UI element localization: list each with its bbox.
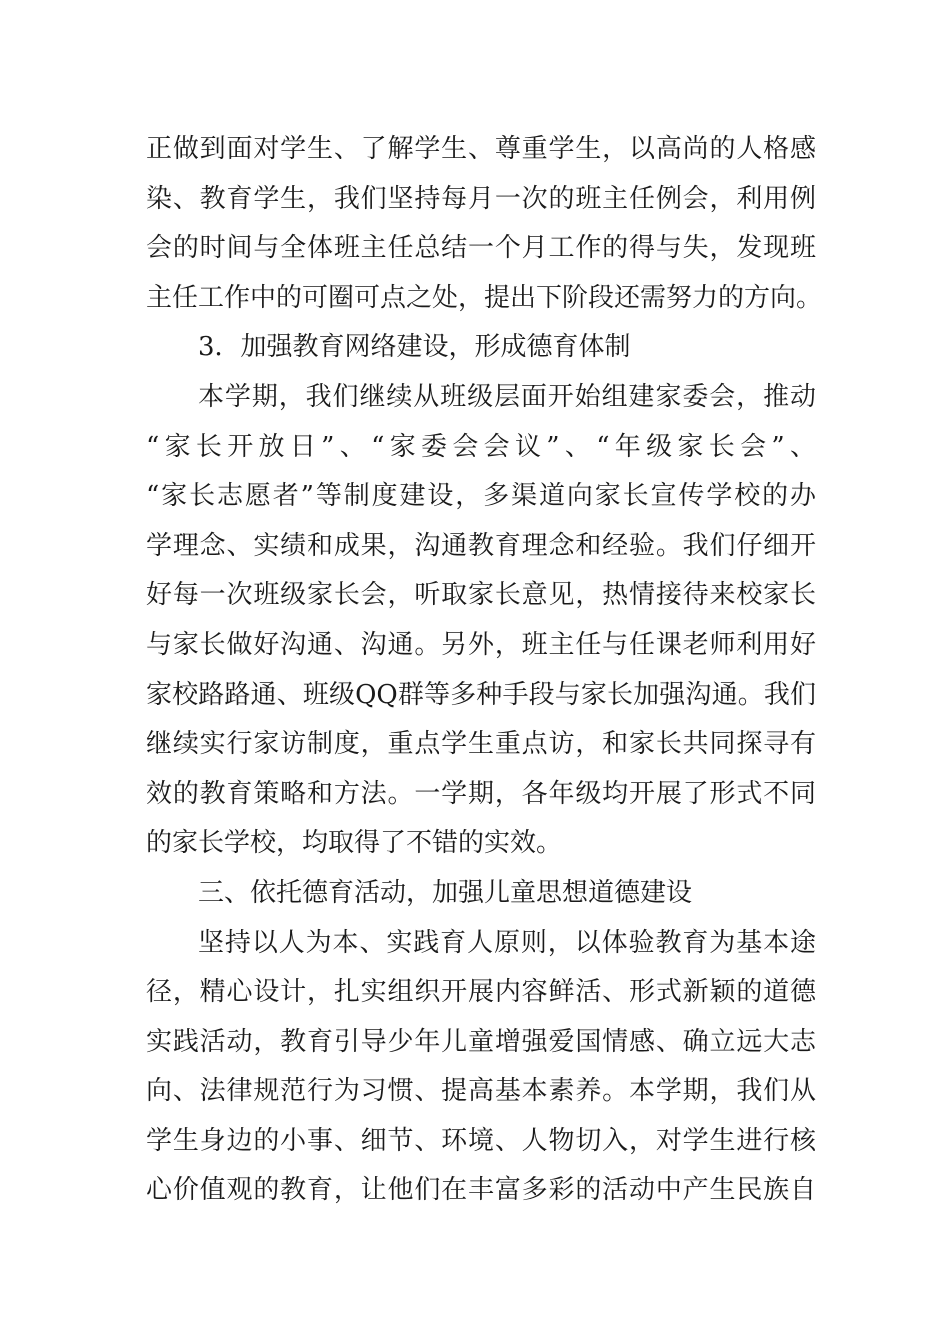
paragraph-line: 心价值观的教育，让他们在丰富多彩的活动中产生民族自 (146, 1175, 816, 1206)
paragraph-line: 主任工作中的可圈可点之处，提出下阶段还需努力的方向。 (146, 282, 823, 313)
paragraph-line: 正做到面对学生、了解学生、尊重学生，以高尚的人格感 (146, 134, 816, 164)
paragraph-line: 的家长学校，均取得了不错的实效。 (146, 828, 563, 859)
paragraph-line: 径，精心设计，扎实组织开展内容鲜活、形式新颖的道德 (146, 977, 816, 1008)
paragraph-line: 学理念、实绩和成果，沟通教育理念和经验。我们仔细开 (146, 530, 816, 561)
paragraph-line: 学生身边的小事、细节、环境、人物切入，对学生进行核 (146, 1125, 816, 1156)
paragraph-line: 效的教育策略和方法。一学期，各年级均开展了形式不同 (146, 778, 816, 809)
document-body (146, 125, 823, 1216)
paragraph-line: 家校路路通、班级QQ群等多种手段与家长加强沟通。我们 (146, 679, 816, 710)
paragraph-line: 继续实行家访制度，重点学生重点访，和家长共同探寻有 (146, 729, 816, 760)
paragraph-line: 向、法律规范行为习惯、提高基本素养。本学期，我们从 (146, 1076, 816, 1107)
paragraph-line: 本学期，我们继续从班级层面开始组建家委会，推动 (198, 381, 816, 412)
paragraph-line: 染、教育学生，我们坚持每月一次的班主任例会，利用例 (146, 183, 816, 214)
section-heading: 3．加强教育网络建设，形成德育体制 (198, 332, 631, 363)
paragraph-line: 会的时间与全体班主任总结一个月工作的得与失，发现班 (146, 233, 816, 264)
paragraph-line: “家长开放日”、“家委会会议”、“年级家长会”、 (146, 431, 816, 462)
section-heading: 三、依托德育活动，加强儿童思想道德建设 (198, 877, 693, 908)
paragraph-line: 实践活动，教育引导少年儿童增强爱国情感、确立远大志 (146, 1026, 816, 1057)
paragraph-line: “家长志愿者”等制度建设，多渠道向家长宣传学校的办 (146, 481, 816, 512)
paragraph-line: 好每一次班级家长会，听取家长意见，热情接待来校家长 (146, 580, 816, 611)
paragraph-line: 与家长做好沟通、沟通。另外，班主任与任课老师利用好 (146, 629, 816, 660)
paragraph-line: 坚持以人为本、实践育人原则，以体验教育为基本途 (198, 927, 816, 958)
